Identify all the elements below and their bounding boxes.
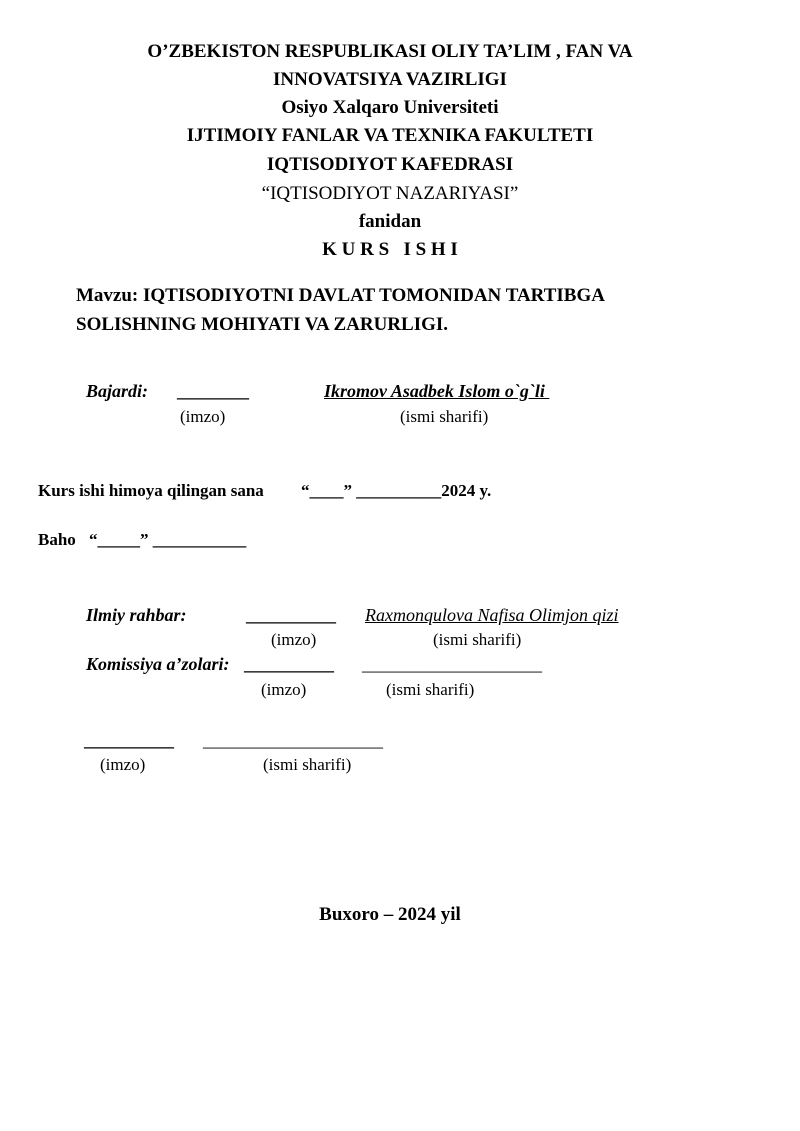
topic-line-1: Mavzu: IQTISODIYOTNI DAVLAT TOMONIDAN TARTIBGA [76, 285, 605, 306]
defense-date-label: Kurs ishi himoya qilingan sana [38, 481, 264, 500]
commission2-imzo-caption: (imzo) [100, 755, 146, 774]
supervisor-imzo-caption: (imzo) [271, 630, 317, 649]
supervisor-signature-blank: __________ [246, 605, 336, 625]
commission-label: Komissiya a’zolari: [86, 654, 230, 674]
commission2-signature-blank: __________ [84, 730, 174, 750]
fanidan-label: fanidan [358, 211, 422, 232]
commission-name-caption: (ismi sharifi) [386, 680, 475, 699]
commission2-name-blank: ____________________ [203, 730, 383, 750]
university-name: Osiyo Xalqaro Universiteti [281, 97, 499, 118]
grade-value: “_____” ___________ [89, 530, 247, 549]
performer-label: Bajardi: [86, 381, 149, 401]
performer-name: Ikromov Asadbek Islom o`g`li [324, 381, 550, 401]
topic [76, 281, 756, 339]
defense-date-value: “____” __________2024 y. [301, 481, 492, 500]
supervisor-name-caption: (ismi sharifi) [433, 630, 522, 649]
ministry-line-2: INNOVATSIYA VAZIRLIGI [273, 69, 507, 90]
grade-label: Baho [38, 530, 76, 549]
performer-name-caption: (ismi sharifi) [400, 407, 489, 426]
place-year: Buxoro – 2024 yil [319, 904, 461, 925]
subject-name: “IQTISODIYOT NAZARIYASI” [261, 183, 519, 204]
commission-name-blank: ____________________ [362, 654, 542, 674]
work-type-title: K U R S I S H I [322, 239, 458, 260]
commission-signature-blank: __________ [244, 654, 334, 674]
supervisor-label: Ilmiy rahbar: [86, 605, 187, 625]
topic-line-2: SOLISHNING MOHIYATI VA ZARURLIGI. [76, 314, 449, 335]
department-name: IQTISODIYOT KAFEDRASI [266, 154, 514, 175]
commission-imzo-caption: (imzo) [261, 680, 307, 699]
commission2-name-caption: (ismi sharifi) [263, 755, 352, 774]
ministry-line-1: O’ZBEKISTON RESPUBLIKASI OLIY TA’LIM , FAN VA [147, 41, 633, 62]
faculty-name: IJTIMOIY FANLAR VA TEXNIKA FAKULTETI [186, 125, 594, 146]
performer-signature-blank: ________ [177, 381, 249, 401]
performer-imzo-caption: (imzo) [180, 407, 226, 426]
supervisor-name: Raxmonqulova Nafisa Olimjon qizi [365, 605, 619, 625]
